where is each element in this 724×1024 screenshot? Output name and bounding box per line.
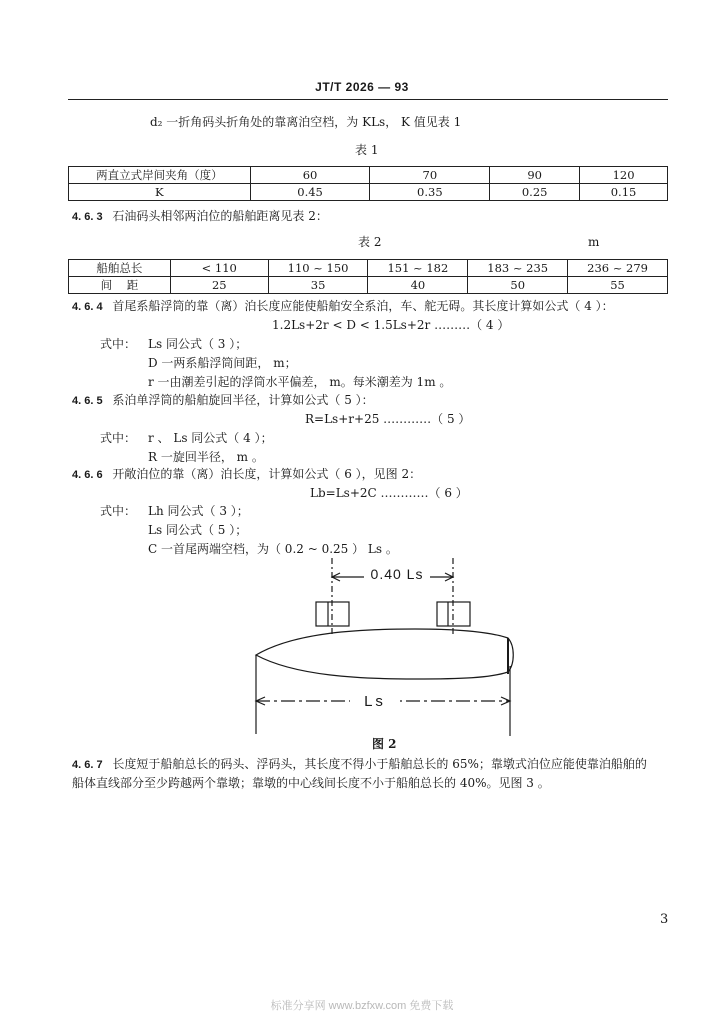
table1-cell: 0.35 [370,184,490,201]
section-number: 4. 6. 3 [72,211,103,223]
dimension-label-040ls: 0.40 Ls [370,566,424,582]
section-4-6-4 [72,298,614,315]
section-text: 长度短于船舶总长的码头、浮码头，其长度不得小于船舶总长的 65%；靠墩式泊位应能使靠泊船舶的 [112,757,647,771]
dimension-label-ls: Ls [364,693,386,710]
figure-caption: 图 2 [372,737,397,751]
table-1 [68,166,668,201]
ship-hull [256,629,513,679]
table1-row-angle [69,167,668,184]
section-text: 开敞泊位的靠（离）泊长度，计算如公式（ 6 ），见图 2： [112,467,422,481]
figure-2-ship-diagram [240,556,530,740]
section-4-6-3 [72,208,328,225]
where-label: 式中： [100,504,137,518]
table2-row2-label: 间 距 [69,277,171,294]
section-number: 4. 6. 6 [72,469,103,481]
table2-cell: 25 [170,277,268,294]
definition: r 一由潮差引起的浮筒水平偏差， m。每米潮差为 1m 。 [148,375,452,389]
where-label: 式中： [100,431,137,445]
table2-cell: < 110 [170,260,268,277]
section-number: 4. 6. 4 [72,301,103,313]
section-4-6-7-line2: 船体直线部分至少跨越两个靠墩；靠墩的中心线间长度不小于船舶总长的 40%。见图 3 。 [72,776,550,790]
section-number: 4. 6. 5 [72,395,103,407]
table2-cell: 183 ~ 235 [468,260,568,277]
definition: Lh 同公式（ 3 ）； [148,504,249,518]
table1-cell: 0.15 [580,184,668,201]
table2-row-length [69,260,668,277]
table2-unit: m [588,235,600,249]
table1-row2-label: K [69,184,251,201]
table1-cell: 0.45 [250,184,370,201]
table1-row-k [69,184,668,201]
definition: Ls 同公式（ 3 ）； [148,337,248,351]
definition: r 、 Ls 同公式（ 4 ）； [148,431,273,445]
header-rule [68,99,668,100]
formula-5: R=Ls+r+25 …………（ 5 ） [305,412,471,426]
section-number: 4. 6. 7 [72,759,103,771]
table1-cell: 90 [490,167,580,184]
standard-code-header: JT/T 2026 — 93 [315,80,409,94]
table-2 [68,259,668,294]
intro-line: d₂ 一折角码头折角处的靠离泊空档，为 KLs， K 值见表 1 [150,115,462,129]
definition: D 一两系船浮筒间距， m； [148,356,297,370]
table2-caption: 表 2 [358,235,382,249]
table2-row-distance [69,277,668,294]
watermark: 标准分享网 www.bzfxw.com 免费下载 [270,1000,454,1012]
table2-cell: 110 ~ 150 [268,260,368,277]
table2-cell: 50 [468,277,568,294]
table2-cell: 151 ~ 182 [368,260,468,277]
table2-cell: 55 [568,277,668,294]
table2-cell: 35 [268,277,368,294]
table1-cell: 0.25 [490,184,580,201]
section-4-6-7 [72,756,647,773]
table1-cell: 120 [580,167,668,184]
section-text: 首尾系船浮筒的靠（离）泊长度应能使船舶安全系泊，车、舵无碍。其长度计算如公式（ 4 ）： [112,299,614,313]
where-label: 式中： [100,337,137,351]
section-text: 系泊单浮筒的船舶旋回半径，计算如公式（ 5 ）： [112,393,374,407]
table1-row1-label: 两直立式岸间夹角（度） [69,167,251,184]
definition: R 一旋回半径， m 。 [148,450,264,464]
table2-cell: 236 ~ 279 [568,260,668,277]
table1-cell: 70 [370,167,490,184]
table2-cell: 40 [368,277,468,294]
arrowhead [501,697,510,705]
formula-6: Lb=Ls+2C …………（ 6 ） [310,486,468,500]
section-4-6-6 [72,466,421,483]
page-number: 3 [660,912,669,927]
definition: C 一首尾两端空档，为（ 0.2 ~ 0.25 ） Ls 。 [148,542,398,556]
formula-4: 1.2Ls+2r < D < 1.5Ls+2r ………（ 4 ） [272,318,510,332]
definition: Ls 同公式（ 5 ）； [148,523,248,537]
section-text: 石油码头相邻两泊位的船舶距离见表 2： [112,209,328,223]
table1-caption: 表 1 [355,143,379,157]
section-4-6-5 [72,392,374,409]
table2-row1-label: 船舶总长 [69,260,171,277]
table1-cell: 60 [250,167,370,184]
